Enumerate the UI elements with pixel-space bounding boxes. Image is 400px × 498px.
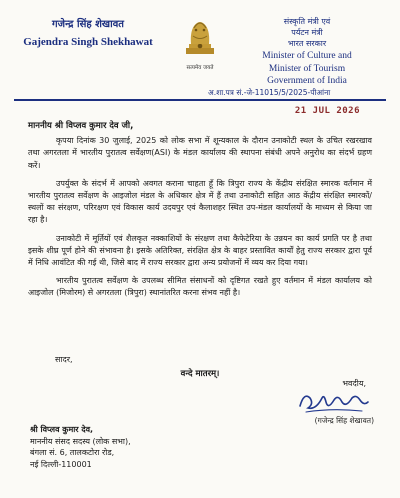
sender-name-block — [18, 16, 158, 48]
signatory-name: (गजेन्द्र सिंह शेखावत) — [314, 416, 374, 425]
recipient-name: श्री विप्लव कुमार देव, — [30, 425, 94, 434]
recipient-address-line-1: माननीय संसद सदस्य (लोक सभा), — [30, 436, 131, 446]
letter-body — [28, 120, 372, 306]
paragraph-4: भारतीय पुरातत्व सर्वेक्षण के उपलब्ध सीमित संसाधनों को दृष्टिगत रखते हुए वर्तमान में मंडल कार्यालय को आइजोल (मिजोरम) से अगरतला (त्रिपुरा) स्थानांतरित करना संभव नहीं है। — [28, 276, 372, 298]
paragraph-1: कृपया दिनांक 30 जुलाई, 2025 को लोक सभा में शून्यकाल के दौरान उनाकोटी स्थल के उचित रखरखाव तथा अगरतला में भारतीय पुरातत्व सर्वेक्षण(ASI) के मंडल कार्यालय की स्थापना संबंधी अपने अनुरोध का संदर्भ ग्रहण करें। — [28, 136, 372, 170]
yours-sincerely: भवदीय, — [342, 379, 366, 388]
sender-name-english: Gajendra Singh Shekhawat — [23, 36, 153, 48]
paragraph-2: उपर्युक्त के संदर्भ में आपको अवगत कराना चाहता हूँ कि त्रिपुरा राज्य के केंद्रीय संरक्षित स्मारक वर्तमान में भारतीय पुरातत्व सर्वेक्षण के आइजोल मंडल के अधिकार क्षेत्र में हैं तथा उनाकोटी सहित आठ केंद्रीय संरक्षित स्मारकों/स्थलों का संरक्षण, परिरक्षण एवं विकास कार्य उदयपुर एवं कैलाशहर स्थित उप-मंडल कार्यालयों के माध्यम से किया जा रहा है। — [28, 178, 372, 225]
ministry-hindi-line-2: पर्यटन मंत्री — [291, 28, 323, 37]
paragraph-3: उनाकोटी में मूर्तियों एवं शैलकृत नक्काशियों के संरक्षण तथा कैफेटेरिया के उन्नयन का कार्य प्रगति पर है तथा इसके शीघ्र पूर्ण होने की संभावना है। इसके अतिरिक्त, संरक्षित क्षेत्र के बाहर प्रस्तावित कार्यों हेतु राज्य सरकार द्वारा पूर्व में निधि आवंटित की गई थी, जिसे बाद में राज्य सरकार द्वारा अन्य प्रयोजनों में व्यय कर दिया गया। — [28, 233, 372, 268]
national-emblem — [178, 14, 222, 70]
ministry-english-line-2: Minister of Tourism — [268, 63, 346, 74]
recipient-address-line-3: नई दिल्ली-110001 — [30, 459, 92, 469]
closing-regards: सादर, — [55, 355, 73, 364]
reference-number: अ.शा.पत्र सं.-जे-11015/5/2025-पीआंना — [208, 88, 331, 97]
recipient-address-line-2: बंगला सं. 6, तालकटोरा रोड, — [30, 448, 115, 457]
lion-capital-icon — [180, 14, 220, 58]
header-divider — [14, 99, 386, 101]
ministry-english-line-3: Government of India — [267, 76, 347, 86]
handwritten-signature-icon — [296, 384, 370, 418]
salutation: माननीय श्री विप्लव कुमार देव जी, — [28, 121, 134, 131]
ministry-hindi-line-3: भारत सरकार — [287, 39, 327, 48]
ministry-hindi-line-1: संस्कृति मंत्री एवं — [283, 17, 331, 26]
date-stamp: 21 JUL 2026 — [294, 106, 360, 116]
ministry-english-line-1: Minister of Culture and — [262, 51, 352, 61]
emblem-motto: सत्यमेव जयते — [186, 65, 214, 71]
ministry-block — [242, 16, 372, 87]
vande-mataram: वन्दे मातरम्। — [180, 369, 220, 379]
sender-name-hindi: गजेन्द्र सिंह शेखावत — [52, 19, 124, 30]
recipient-address — [30, 424, 131, 470]
